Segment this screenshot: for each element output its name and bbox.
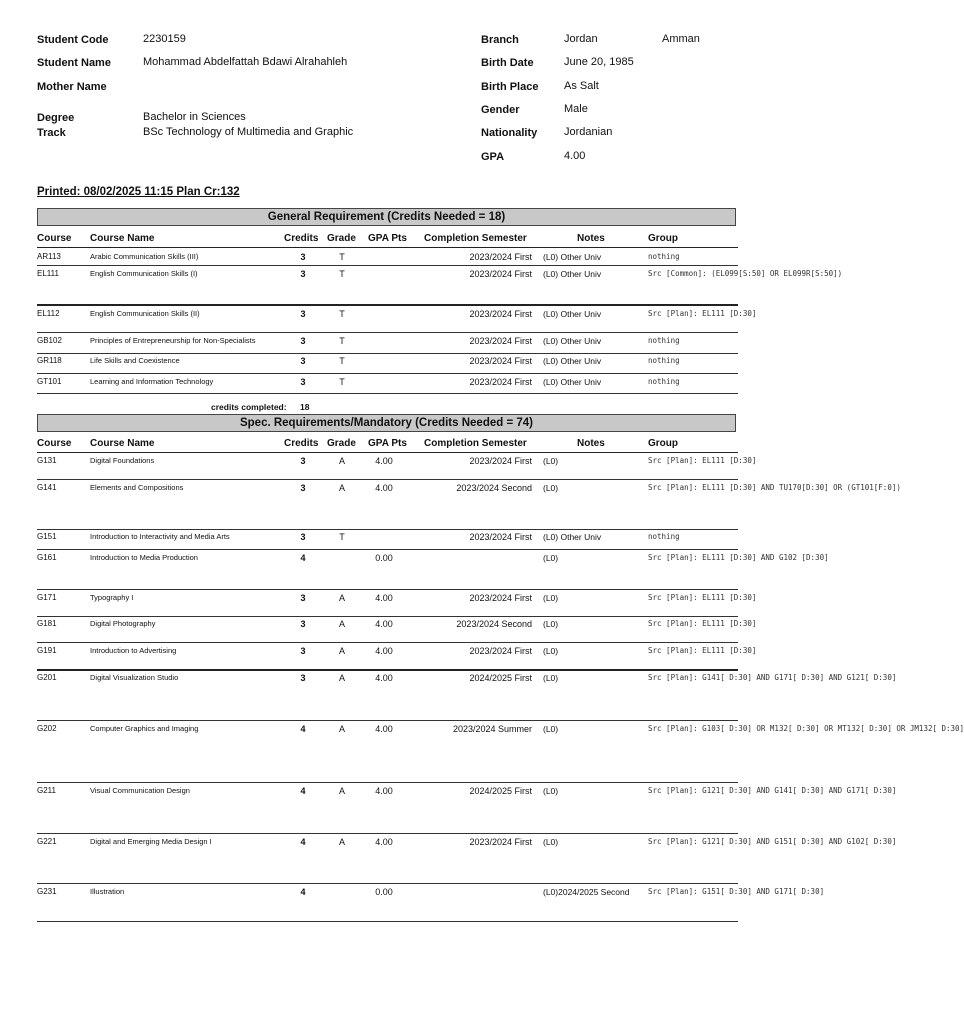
course-name: Introduction to Interactivity and Media Arts xyxy=(90,532,230,541)
course-credits: 4 xyxy=(300,724,306,734)
col-grade: Grade xyxy=(327,438,356,449)
branch-label: Branch xyxy=(481,34,519,46)
course-code: G202 xyxy=(37,724,57,733)
gender-label: Gender xyxy=(481,104,520,116)
table-row xyxy=(37,480,901,530)
gpa-value: 4.00 xyxy=(564,150,586,162)
course-notes: (L0) Other Univ xyxy=(543,532,602,542)
table-row xyxy=(37,721,964,783)
course-completion-semester: 2023/2024 Second xyxy=(456,619,532,629)
table-row xyxy=(37,834,897,884)
course-credits: 4 xyxy=(300,786,306,796)
course-credits: 4 xyxy=(300,553,306,563)
gender-value: Male xyxy=(564,103,588,115)
course-grade: A xyxy=(338,837,345,847)
course-name: Digital and Emerging Media Design I xyxy=(90,837,212,846)
course-grade: T xyxy=(339,377,345,387)
course-name: Illustration xyxy=(90,887,125,896)
course-code: GT101 xyxy=(37,377,62,386)
course-code: G161 xyxy=(37,553,57,562)
course-completion-semester: 2023/2024 First xyxy=(469,336,532,346)
course-code: G181 xyxy=(37,619,57,628)
course-group: nothing xyxy=(648,532,680,541)
course-name: Introduction to Advertising xyxy=(90,646,177,655)
course-name: English Communication Skills (I) xyxy=(90,269,198,278)
course-notes: (L0) Other Univ xyxy=(543,377,602,387)
col-notes: Notes xyxy=(577,233,605,244)
course-group: Src [Plan]: G151[ D:30] AND G171[ D:30] xyxy=(648,887,825,896)
table-row xyxy=(37,529,738,550)
course-group: Src [Plan]: EL111 [D:30] xyxy=(648,309,757,318)
course-code: G231 xyxy=(37,887,57,896)
course-name: Principles of Entrepreneurship for Non-Specialists xyxy=(90,336,256,345)
course-code: EL112 xyxy=(37,309,60,318)
col-grade: Grade xyxy=(327,233,356,244)
course-completion-semester: 2023/2024 First xyxy=(469,356,532,366)
course-credits: 3 xyxy=(300,619,306,629)
table-row xyxy=(37,884,825,922)
table-row xyxy=(37,616,757,643)
course-group: Src [Plan]: EL111 [D:30] xyxy=(648,456,757,465)
col-course-name: Course Name xyxy=(90,438,155,449)
course-group: Src [Plan]: G141[ D:30] AND G171[ D:30] AND G121[ D:30] xyxy=(648,673,897,682)
course-code: G211 xyxy=(37,786,56,795)
birth-place-value: As Salt xyxy=(564,80,599,92)
spec-column-header xyxy=(37,438,738,453)
course-gpa-pts: 4.00 xyxy=(375,456,393,466)
course-grade: A xyxy=(338,483,345,493)
course-grade: T xyxy=(339,336,345,346)
course-completion-semester: 2023/2024 First xyxy=(469,456,532,466)
printed-line: Printed: 08/02/2025 11:15 Plan Cr:132 xyxy=(37,186,240,198)
course-name: Introduction to Media Production xyxy=(90,553,198,562)
course-completion-semester: 2023/2024 First xyxy=(469,532,532,542)
course-gpa-pts: 4.00 xyxy=(375,786,393,796)
course-completion-semester: 2024/2025 First xyxy=(469,673,532,683)
table-row xyxy=(37,353,738,374)
course-code: G201 xyxy=(37,673,57,682)
col-completion: Completion Semester xyxy=(424,233,527,244)
birth-date-value: June 20, 1985 xyxy=(564,56,634,68)
course-completion-semester: 2023/2024 Summer xyxy=(452,724,532,734)
course-credits: 3 xyxy=(300,269,306,279)
course-notes: (L0) xyxy=(543,619,559,629)
birth-place-label: Birth Place xyxy=(481,81,539,93)
course-credits: 3 xyxy=(300,483,306,493)
course-completion-semester: 2023/2024 First xyxy=(469,837,532,847)
course-grade: A xyxy=(338,673,345,683)
course-credits: 3 xyxy=(300,377,306,387)
course-group: Src [Plan]: G103[ D:30] OR M132[ D:30] OR MT132[ D:30] OR JM132[ D:30] xyxy=(648,724,964,733)
gpa-label: GPA xyxy=(481,151,505,163)
table-row xyxy=(37,306,757,333)
table-row xyxy=(37,266,843,306)
course-group: nothing xyxy=(648,336,680,345)
course-credits: 3 xyxy=(300,593,306,603)
course-notes: (L0) Other Univ xyxy=(543,269,602,279)
course-notes: (L0)2024/2025 Second xyxy=(543,887,630,897)
credits-completed-value: 18 xyxy=(300,402,310,412)
course-name: English Communication Skills (II) xyxy=(90,309,200,318)
col-course-name: Course Name xyxy=(90,233,155,244)
table-row xyxy=(37,249,738,266)
col-completion: Completion Semester xyxy=(424,438,527,449)
course-notes: (L0) xyxy=(543,724,559,734)
course-name: Digital Visualization Studio xyxy=(90,673,179,682)
course-gpa-pts: 4.00 xyxy=(375,483,393,493)
course-code: GB102 xyxy=(37,336,62,345)
course-group: nothing xyxy=(648,356,680,365)
course-gpa-pts: 4.00 xyxy=(375,837,393,847)
course-grade: T xyxy=(339,269,345,279)
course-code: G191 xyxy=(37,646,57,655)
table-row xyxy=(37,783,897,834)
course-notes: (L0) Other Univ xyxy=(543,309,602,319)
course-notes: (L0) xyxy=(543,483,559,493)
course-code: G141 xyxy=(37,483,57,492)
course-code: G221 xyxy=(37,837,57,846)
col-gpa-pts: GPA Pts xyxy=(368,233,407,244)
course-notes: (L0) Other Univ xyxy=(543,356,602,366)
course-name: Typography I xyxy=(90,593,134,602)
course-notes: (L0) xyxy=(543,673,559,683)
course-credits: 4 xyxy=(300,837,306,847)
course-group: Src [Plan]: EL111 [D:30] AND G102 [D:30] xyxy=(648,553,829,562)
course-completion-semester: 2023/2024 First xyxy=(469,646,532,656)
table-row xyxy=(37,453,757,480)
course-completion-semester: 2023/2024 Second xyxy=(456,483,532,493)
table-row xyxy=(37,670,897,721)
course-name: Life Skills and Coexistence xyxy=(90,356,180,365)
course-name: Computer Graphics and Imaging xyxy=(90,724,199,733)
general-column-header xyxy=(37,233,738,248)
course-code: G171 xyxy=(37,593,57,602)
table-row xyxy=(37,374,738,394)
course-credits: 4 xyxy=(300,887,306,897)
course-group: nothing xyxy=(648,377,680,386)
course-notes: (L0) xyxy=(543,837,559,847)
student-code-label: Student Code xyxy=(37,34,109,46)
course-notes: (L0) xyxy=(543,553,559,563)
course-code: G151 xyxy=(37,532,57,541)
nationality-value: Jordanian xyxy=(564,126,613,138)
course-completion-semester: 2024/2025 First xyxy=(469,786,532,796)
col-credits: Credits xyxy=(284,438,319,449)
mother-name-label: Mother Name xyxy=(37,81,107,93)
col-credits: Credits xyxy=(284,233,319,244)
student-code-value: 2230159 xyxy=(143,33,186,45)
course-credits: 3 xyxy=(300,336,306,346)
course-gpa-pts: 4.00 xyxy=(375,619,393,629)
course-grade: T xyxy=(339,252,345,262)
course-gpa-pts: 4.00 xyxy=(375,724,393,734)
course-credits: 3 xyxy=(300,646,306,656)
course-grade: T xyxy=(339,356,345,366)
col-group: Group xyxy=(648,233,678,244)
course-gpa-pts: 0.00 xyxy=(375,553,393,563)
course-name: Visual Communication Design xyxy=(90,786,190,795)
course-group: Src [Plan]: G121[ D:30] AND G151[ D:30] AND G102[ D:30] xyxy=(648,837,897,846)
course-group: Src [Plan]: G121[ D:30] AND G141[ D:30] AND G171[ D:30] xyxy=(648,786,897,795)
col-group: Group xyxy=(648,438,678,449)
course-completion-semester: 2023/2024 First xyxy=(469,269,532,279)
course-completion-semester: 2023/2024 First xyxy=(469,309,532,319)
general-section-title: General Requirement (Credits Needed = 18) xyxy=(37,208,736,226)
course-grade: A xyxy=(338,724,345,734)
course-group: Src [Plan]: EL111 [D:30] AND TU170[D:30] OR (GT101[F:0]) xyxy=(648,483,901,492)
degree-label: Degree xyxy=(37,112,75,124)
course-name: Arabic Communication Skills (III) xyxy=(90,252,199,261)
course-grade: T xyxy=(339,532,345,542)
course-name: Digital Foundations xyxy=(90,456,155,465)
course-credits: 3 xyxy=(300,673,306,683)
branch-city-value: Amman xyxy=(662,33,700,45)
course-group: nothing xyxy=(648,252,680,261)
col-notes: Notes xyxy=(577,438,605,449)
track-value: BSc Technology of Multimedia and Graphic xyxy=(143,126,354,138)
course-completion-semester: 2023/2024 First xyxy=(469,377,532,387)
course-credits: 3 xyxy=(300,532,306,542)
course-code: EL111 xyxy=(37,269,59,278)
course-grade: A xyxy=(338,593,345,603)
course-grade: A xyxy=(338,646,345,656)
course-gpa-pts: 4.00 xyxy=(375,646,393,656)
course-code: AR113 xyxy=(37,252,61,261)
course-notes: (L0) xyxy=(543,646,559,656)
course-grade: T xyxy=(339,309,345,319)
course-gpa-pts: 4.00 xyxy=(375,673,393,683)
course-notes: (L0) xyxy=(543,456,559,466)
course-name: Learning and Information Technology xyxy=(90,377,214,386)
nationality-label: Nationality xyxy=(481,127,538,139)
course-credits: 3 xyxy=(300,309,306,319)
degree-value: Bachelor in Sciences xyxy=(143,111,246,123)
course-group: Src [Plan]: EL111 [D:30] xyxy=(648,646,757,655)
course-name: Digital Photography xyxy=(90,619,156,628)
table-row xyxy=(37,333,738,354)
course-gpa-pts: 0.00 xyxy=(375,887,393,897)
course-group: Src [Plan]: EL111 [D:30] xyxy=(648,593,757,602)
course-credits: 3 xyxy=(300,456,306,466)
track-label: Track xyxy=(37,127,66,139)
spec-section-title: Spec. Requirements/Mandatory (Credits Needed = 74) xyxy=(37,414,736,432)
course-notes: (L0) Other Univ xyxy=(543,252,602,262)
student-name-value: Mohammad Abdelfattah Bdawi Alrahahleh xyxy=(143,56,348,68)
student-name-label: Student Name xyxy=(37,57,111,69)
course-group: Src [Common]: (EL099[S:50] OR EL099R[S:50]) xyxy=(648,269,843,278)
course-group: Src [Plan]: EL111 [D:30] xyxy=(648,619,757,628)
course-completion-semester: 2023/2024 First xyxy=(469,593,532,603)
course-grade: A xyxy=(338,619,345,629)
col-gpa-pts: GPA Pts xyxy=(368,438,407,449)
table-row xyxy=(37,643,757,671)
col-course: Course xyxy=(37,438,72,449)
course-code: GR118 xyxy=(37,356,62,365)
table-row xyxy=(37,590,757,617)
course-grade: A xyxy=(338,456,345,466)
col-course: Course xyxy=(37,233,72,244)
course-credits: 3 xyxy=(300,252,306,262)
course-code: G131 xyxy=(37,456,57,465)
course-credits: 3 xyxy=(300,356,306,366)
table-row xyxy=(37,550,829,590)
birth-date-label: Birth Date xyxy=(481,57,534,69)
course-notes: (L0) Other Univ xyxy=(543,336,602,346)
course-name: Elements and Compositions xyxy=(90,483,184,492)
credits-completed-label: credits completed: xyxy=(211,402,287,412)
course-completion-semester: 2023/2024 First xyxy=(469,252,532,262)
branch-value: Jordan xyxy=(564,33,598,45)
course-notes: (L0) xyxy=(543,786,559,796)
course-grade: A xyxy=(338,786,345,796)
course-gpa-pts: 4.00 xyxy=(375,593,393,603)
course-notes: (L0) xyxy=(543,593,559,603)
